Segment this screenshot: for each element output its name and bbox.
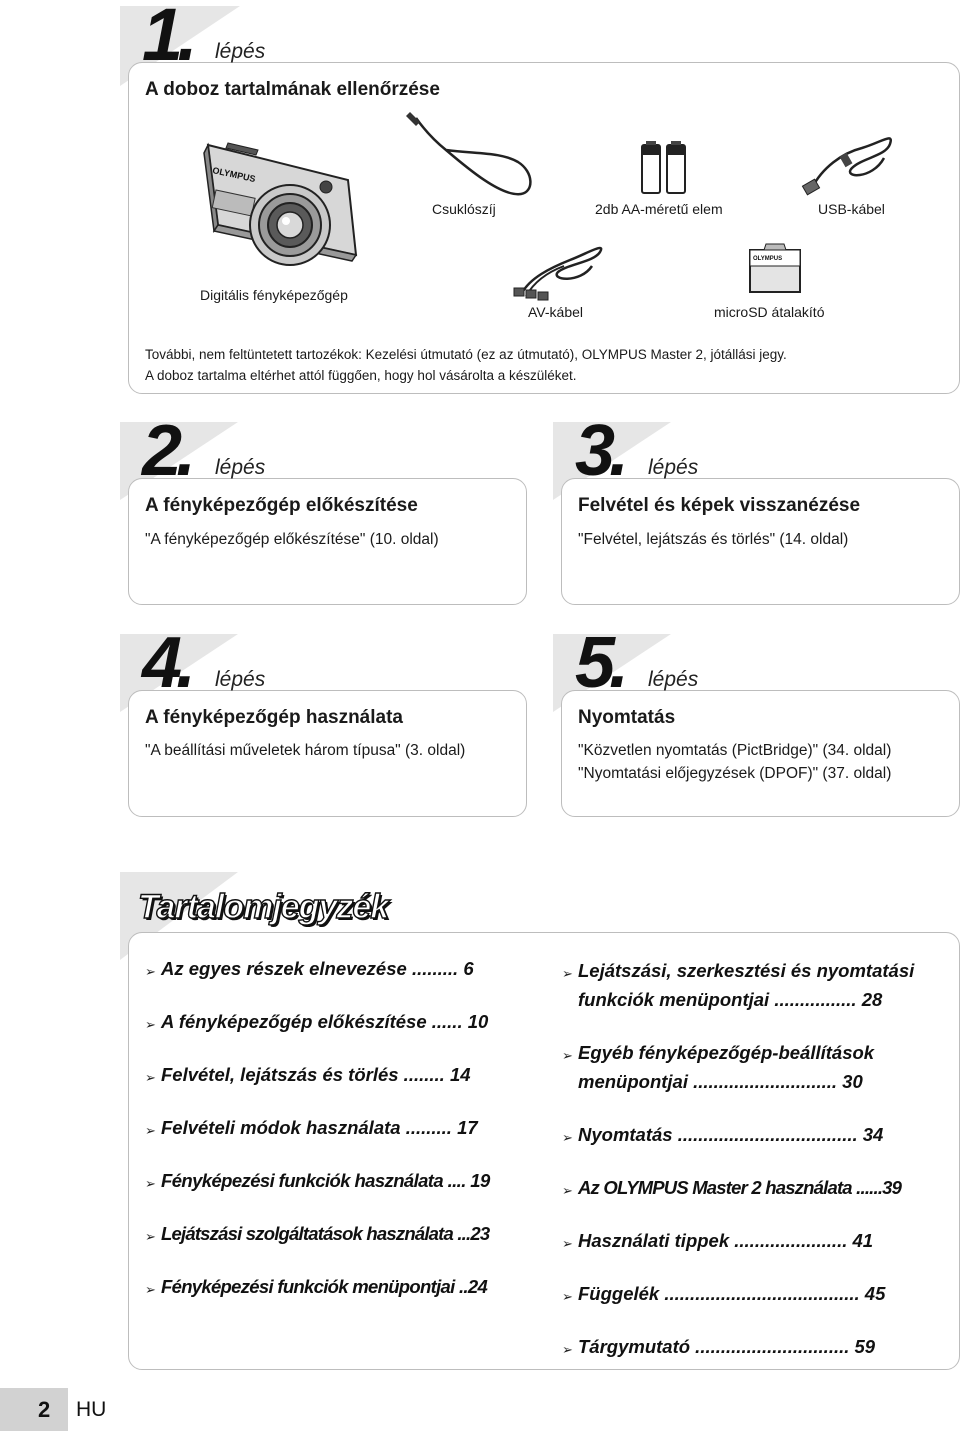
step5-title: Nyomtatás	[578, 707, 676, 728]
strap-illustration	[406, 112, 536, 202]
chevron-right-icon: ➢	[562, 1236, 573, 1251]
chevron-right-icon: ➢	[145, 1282, 156, 1297]
microsd-caption: microSD átalakító	[714, 304, 825, 320]
av-cable-illustration	[510, 238, 610, 303]
toc-link-label: Lejátszási szolgáltatások használata ...23	[161, 1223, 490, 1244]
toc-link-label: Nyomtatás ................................... 34	[578, 1124, 884, 1145]
chevron-right-icon: ➢	[145, 1070, 156, 1085]
chevron-right-icon: ➢	[562, 966, 573, 981]
camera-illustration	[198, 135, 363, 275]
chevron-right-icon: ➢	[562, 1342, 573, 1357]
toc-link-label: Felvételi módok használata ......... 17	[161, 1117, 478, 1138]
step1-word: lépés	[215, 40, 266, 63]
step2-ref1: "A fényképezőgép előkészítése" (10. oldal)	[145, 531, 439, 548]
toc-link-label: Fényképezési funkciók menüpontjai ..24	[161, 1276, 488, 1297]
step2-title: A fényképezőgép előkészítése	[145, 495, 418, 516]
language-code: HU	[76, 1398, 107, 1421]
step1-note-line2: A doboz tartalma eltérhet attól függően, hogy hol vásárolta a készüléket.	[145, 368, 577, 383]
toc-title: Tartalomjegyzék	[138, 888, 389, 926]
strap-caption: Csuklószíj	[432, 201, 496, 217]
batteries-caption: 2db AA-méretű elem	[595, 201, 723, 217]
usb-caption: USB-kábel	[818, 201, 885, 217]
step1-note-line1: További, nem feltüntetett tartozékok: Kezelési útmutató (ez az útmutató), OLYMPUS Master 2, jótállási jegy.	[145, 347, 787, 362]
step3-number: 3.	[575, 411, 624, 491]
step5-word: lépés	[648, 668, 699, 691]
toc-link-label-cont: menüpontjai ............................ 30	[578, 1071, 863, 1092]
toc-link-label: Az OLYMPUS Master 2 használata ......39	[578, 1177, 902, 1198]
usb-cable-illustration	[802, 128, 902, 198]
step1-number: 1.	[142, 0, 192, 76]
page-number: 2	[38, 1397, 51, 1422]
step2-number: 2.	[142, 411, 191, 491]
camera-logo: OLYMPUS	[211, 165, 257, 185]
step5-ref1: "Közvetlen nyomtatás (PictBridge)" (34. oldal)	[578, 742, 892, 759]
step4-title: A fényképezőgép használata	[145, 707, 403, 728]
step2-word: lépés	[215, 456, 266, 479]
chevron-right-icon: ➢	[145, 1229, 156, 1244]
step5-ref2: "Nyomtatási előjegyzések (DPOF)" (37. oldal)	[578, 765, 892, 782]
chevron-right-icon: ➢	[562, 1130, 573, 1145]
toc-link-label-cont: funkciók menüpontjai ................ 28	[578, 989, 883, 1010]
step4-word: lépés	[215, 668, 266, 691]
toc-link-label: Az egyes részek elnevezése ......... 6	[161, 958, 474, 979]
microsd-adapter-illustration	[746, 244, 804, 296]
toc-link-label: Lejátszási, szerkesztési és nyomtatási	[578, 960, 915, 981]
chevron-right-icon: ➢	[145, 1176, 156, 1191]
page-number-badge	[0, 1388, 68, 1431]
chevron-right-icon: ➢	[145, 964, 156, 979]
step5-number: 5.	[575, 623, 624, 703]
camera-caption: Digitális fényképezőgép	[200, 287, 348, 303]
step4-ref1: "A beállítási műveletek három típusa" (3. oldal)	[145, 742, 466, 759]
chevron-right-icon: ➢	[562, 1183, 573, 1198]
chevron-right-icon: ➢	[145, 1123, 156, 1138]
step4-number: 4.	[142, 623, 191, 703]
toc-link-label: Egyéb fényképezőgép-beállítások	[578, 1042, 875, 1063]
toc-link-label: Függelék ...................................... 45	[578, 1283, 886, 1304]
toc-link-label: A fényképezőgép előkészítése ...... 10	[161, 1011, 489, 1032]
toc-link-label: Felvétel, lejátszás és törlés ........ 14	[161, 1064, 471, 1085]
toc-link-label: Használati tippek ...................... 41	[578, 1230, 874, 1251]
step3-ref1: "Felvétel, lejátszás és törlés" (14. oldal)	[578, 531, 849, 548]
chevron-right-icon: ➢	[562, 1289, 573, 1304]
toc-link-label: Tárgymutató .............................. 59	[578, 1336, 876, 1357]
adapter-logo: OLYMPUS	[753, 256, 783, 262]
batteries-illustration	[640, 140, 688, 195]
av-caption: AV-kábel	[528, 304, 583, 320]
step1-title: A doboz tartalmának ellenőrzése	[145, 79, 440, 100]
chevron-right-icon: ➢	[562, 1048, 573, 1063]
chevron-right-icon: ➢	[145, 1017, 156, 1032]
step3-title: Felvétel és képek visszanézése	[578, 495, 861, 516]
toc-link-label: Fényképezési funkciók használata .... 19	[161, 1170, 490, 1191]
step3-word: lépés	[648, 456, 699, 479]
